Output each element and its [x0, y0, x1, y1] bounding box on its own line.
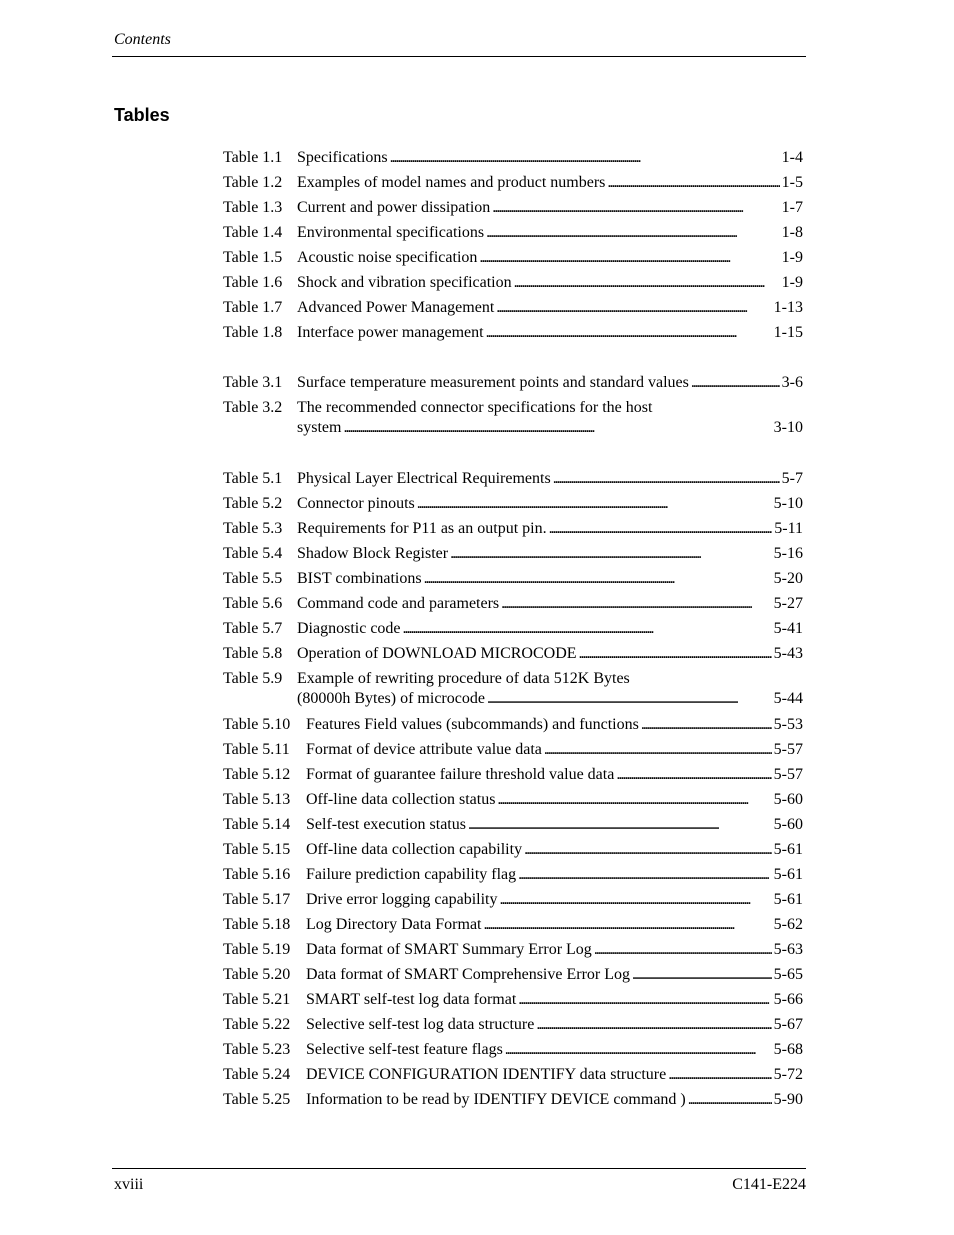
dot-leader — [497, 790, 771, 810]
table-title: Requirements for P11 as an output pin. — [297, 520, 547, 537]
table-number: Table 5.16 — [223, 866, 291, 883]
page-ref: 5-7 — [781, 470, 803, 487]
entry-line — [223, 148, 803, 168]
page-ref: 5-43 — [773, 645, 803, 662]
table-number: Table 1.3 — [223, 199, 283, 216]
table-title: Shadow Block Register — [297, 545, 449, 562]
dot-leader — [500, 890, 772, 910]
entry-line — [223, 1040, 803, 1060]
table-entry[interactable] — [223, 840, 803, 860]
page-ref: 5-60 — [773, 791, 803, 808]
dot-leader — [632, 965, 772, 985]
table-entry[interactable] — [223, 569, 803, 589]
table-number: Table 5.18 — [223, 916, 291, 933]
table-entry[interactable] — [223, 544, 803, 564]
table-number: Table 5.7 — [223, 620, 283, 637]
table-entry[interactable] — [223, 273, 803, 293]
dot-leader — [514, 273, 780, 293]
table-number: Table 5.3 — [223, 520, 283, 537]
dot-leader — [501, 594, 772, 614]
page-ref: 1-5 — [781, 174, 803, 191]
page-ref: 5-72 — [773, 1066, 803, 1083]
table-entry[interactable] — [223, 669, 803, 709]
table-number: Table 5.4 — [223, 545, 283, 562]
table-title: Advanced Power Management — [297, 299, 495, 316]
table-title: Acoustic noise specification — [297, 249, 478, 266]
table-entry[interactable] — [223, 790, 803, 810]
entry-line — [223, 469, 803, 489]
table-title: Drive error logging capability — [306, 891, 498, 908]
table-entry[interactable] — [223, 1040, 803, 1060]
table-entry[interactable] — [223, 323, 803, 343]
table-title: Log Directory Data Format — [306, 916, 482, 933]
table-title: Current and power dissipation — [297, 199, 491, 216]
document-code: C141-E224 — [732, 1176, 806, 1193]
entry-line — [223, 790, 803, 810]
table-title: BIST combinations — [297, 570, 422, 587]
table-title: Physical Layer Electrical Requirements — [297, 470, 551, 487]
dot-leader — [549, 519, 773, 539]
table-entry[interactable] — [223, 398, 803, 438]
table-title: Connector pinouts — [297, 495, 415, 512]
page-ref: 5-90 — [773, 1091, 803, 1108]
dot-leader — [424, 569, 772, 589]
page-ref: 1-9 — [781, 249, 803, 266]
table-title: Off-line data collection capability — [306, 841, 523, 858]
dot-leader — [450, 544, 772, 564]
table-number: Table 1.6 — [223, 274, 283, 291]
dot-leader — [518, 865, 772, 885]
dot-leader — [468, 815, 772, 835]
table-entry[interactable] — [223, 865, 803, 885]
table-entry[interactable] — [223, 148, 803, 168]
dot-leader — [484, 915, 772, 935]
table-number: Table 1.5 — [223, 249, 283, 266]
entry-line — [223, 890, 803, 910]
table-entry[interactable] — [223, 1015, 803, 1035]
entry-line — [223, 1090, 803, 1110]
table-title: Operation of DOWNLOAD MICROCODE — [297, 645, 577, 662]
entry-line — [223, 398, 803, 418]
dot-leader — [691, 373, 780, 393]
table-number: Table 1.7 — [223, 299, 283, 316]
table-title: Format of device attribute value data — [306, 741, 542, 758]
entry-line — [223, 494, 803, 514]
dot-leader — [553, 469, 780, 489]
table-entry[interactable] — [223, 815, 803, 835]
dot-leader — [479, 248, 779, 268]
dot-leader — [505, 1040, 772, 1060]
table-title: Off-line data collection status — [306, 791, 496, 808]
dot-leader — [544, 740, 772, 760]
entry-line — [223, 1015, 803, 1035]
table-title: Interface power management — [297, 324, 484, 341]
entry-line — [223, 198, 803, 218]
page-ref: 1-7 — [781, 199, 803, 216]
table-title: Selective self-test feature flags — [306, 1041, 503, 1058]
table-number: Table 5.23 — [223, 1041, 291, 1058]
entry-line — [223, 323, 803, 343]
table-title: Data format of SMART Summary Error Log — [306, 941, 592, 958]
entry-line — [223, 815, 803, 835]
entry-line — [223, 840, 803, 860]
table-title: Selective self-test log data structure — [306, 1016, 535, 1033]
table-number: Table 5.5 — [223, 570, 283, 587]
page-ref: 1-13 — [773, 299, 803, 316]
table-title: Diagnostic code — [297, 620, 401, 637]
page-ref: 5-27 — [773, 595, 803, 612]
entry-line — [223, 715, 803, 735]
table-entry[interactable] — [223, 915, 803, 935]
table-entry[interactable] — [223, 594, 803, 614]
entry-continuation-line — [223, 689, 803, 709]
dot-leader — [524, 840, 772, 860]
table-entry[interactable] — [223, 248, 803, 268]
table-title: Self-test execution status — [306, 816, 466, 833]
entry-line — [223, 544, 803, 564]
entry-line — [223, 965, 803, 985]
table-number: Table 5.13 — [223, 791, 291, 808]
entry-line — [223, 519, 803, 539]
table-number: Table 1.1 — [223, 149, 283, 166]
page-ref: 1-8 — [781, 224, 803, 241]
table-entry[interactable] — [223, 965, 803, 985]
running-header: Contents — [114, 31, 171, 48]
dot-leader — [390, 148, 780, 168]
table-title-continued: system — [297, 419, 342, 436]
table-number: Table 5.10 — [223, 716, 291, 733]
dot-leader — [668, 1065, 771, 1085]
page-ref: 5-65 — [773, 966, 803, 983]
table-entry[interactable] — [223, 740, 803, 760]
table-entry[interactable] — [223, 298, 803, 318]
table-number: Table 5.19 — [223, 941, 291, 958]
page-ref: 5-67 — [773, 1016, 803, 1033]
table-entry[interactable] — [223, 223, 803, 243]
entry-line — [223, 940, 803, 960]
page-ref: 5-66 — [773, 991, 803, 1008]
table-title: Data format of SMART Comprehensive Error Log — [306, 966, 631, 983]
entry-line — [223, 1065, 803, 1085]
entry-line — [223, 173, 803, 193]
section-title: Tables — [114, 105, 170, 125]
table-number: Table 5.21 — [223, 991, 291, 1008]
page-ref: 5-41 — [773, 620, 803, 637]
table-number: Table 5.8 — [223, 645, 283, 662]
table-title: Information to be read by IDENTIFY DEVICE command ) — [306, 1091, 686, 1108]
table-number: Table 5.25 — [223, 1091, 291, 1108]
table-entry[interactable] — [223, 715, 803, 735]
page-ref: 5-60 — [773, 816, 803, 833]
entry-line — [223, 373, 803, 393]
page-number: xviii — [114, 1176, 144, 1193]
table-entry[interactable] — [223, 940, 803, 960]
entry-line — [223, 619, 803, 639]
page-ref: 5-20 — [773, 570, 803, 587]
page-ref: 5-44 — [773, 690, 803, 707]
table-number: Table 1.4 — [223, 224, 283, 241]
table-title: SMART self-test log data format — [306, 991, 517, 1008]
page-ref: 5-62 — [773, 916, 803, 933]
table-entry[interactable] — [223, 619, 803, 639]
dot-leader — [417, 494, 772, 514]
table-title-continued: (80000h Bytes) of microcode — [297, 690, 485, 707]
table-title: Failure prediction capability flag — [306, 866, 517, 883]
table-title: The recommended connector specifications for the host — [297, 399, 653, 416]
page-ref: 1-9 — [781, 274, 803, 291]
table-number: Table 3.1 — [223, 374, 283, 391]
page-ref: 5-10 — [773, 495, 803, 512]
entry-line — [223, 915, 803, 935]
entry-line — [223, 644, 803, 664]
table-number: Table 5.14 — [223, 816, 291, 833]
dot-leader — [518, 990, 771, 1010]
dot-leader — [487, 689, 772, 709]
dot-leader — [688, 1090, 772, 1110]
table-number: Table 5.9 — [223, 670, 283, 687]
page-ref: 5-57 — [773, 741, 803, 758]
dot-leader — [607, 173, 779, 193]
page-ref: 5-61 — [773, 866, 803, 883]
table-title: Surface temperature measurement points and standard values — [297, 374, 689, 391]
page-ref: 5-11 — [774, 520, 803, 537]
table-number: Table 5.22 — [223, 1016, 291, 1033]
table-title: Specifications — [297, 149, 388, 166]
table-entry[interactable] — [223, 1065, 803, 1085]
footer-rule — [112, 1168, 806, 1169]
entry-line — [223, 223, 803, 243]
page-ref: 5-61 — [773, 841, 803, 858]
table-entry[interactable] — [223, 644, 803, 664]
dot-leader — [492, 198, 779, 218]
entry-line — [223, 248, 803, 268]
table-number: Table 3.2 — [223, 399, 283, 416]
page-ref: 5-61 — [773, 891, 803, 908]
dot-leader — [641, 715, 772, 735]
dot-leader — [536, 1015, 771, 1035]
page-ref: 5-68 — [773, 1041, 803, 1058]
table-entry[interactable] — [223, 519, 803, 539]
table-number: Table 5.15 — [223, 841, 291, 858]
table-title: Example of rewriting procedure of data 512K Bytes — [297, 670, 630, 687]
page-ref: 1-15 — [773, 324, 803, 341]
table-number: Table 5.24 — [223, 1066, 291, 1083]
table-number: Table 5.12 — [223, 766, 291, 783]
entry-line — [223, 569, 803, 589]
dot-leader — [343, 418, 771, 438]
table-entry[interactable] — [223, 890, 803, 910]
table-title: Examples of model names and product numbers — [297, 174, 606, 191]
table-number: Table 1.2 — [223, 174, 283, 191]
table-entry[interactable] — [223, 469, 803, 489]
entry-line — [223, 594, 803, 614]
entry-line — [223, 669, 803, 689]
dot-leader — [594, 940, 772, 960]
table-number: Table 1.8 — [223, 324, 283, 341]
table-title: Command code and parameters — [297, 595, 500, 612]
page-ref: 1-4 — [781, 149, 803, 166]
table-title: Environmental specifications — [297, 224, 485, 241]
table-entry[interactable] — [223, 373, 803, 393]
table-entry[interactable] — [223, 990, 803, 1010]
page-ref: 3-10 — [773, 419, 803, 436]
table-entry[interactable] — [223, 765, 803, 785]
table-number: Table 5.20 — [223, 966, 291, 983]
page-ref: 5-16 — [773, 545, 803, 562]
dot-leader — [486, 223, 780, 243]
entry-line — [223, 765, 803, 785]
page-ref: 3-6 — [781, 374, 803, 391]
table-entry[interactable] — [223, 494, 803, 514]
dot-leader — [579, 644, 772, 664]
page-ref: 5-63 — [773, 941, 803, 958]
page-ref: 5-57 — [773, 766, 803, 783]
entry-continuation-line — [223, 418, 803, 438]
dot-leader — [486, 323, 772, 343]
table-number: Table 5.2 — [223, 495, 283, 512]
entry-line — [223, 273, 803, 293]
entry-line — [223, 298, 803, 318]
table-number: Table 5.6 — [223, 595, 283, 612]
table-title: Shock and vibration specification — [297, 274, 512, 291]
table-title: Format of guarantee failure threshold value data — [306, 766, 615, 783]
table-title: DEVICE CONFIGURATION IDENTIFY data structure — [306, 1066, 667, 1083]
dot-leader — [616, 765, 771, 785]
dot-leader — [496, 298, 771, 318]
table-entry[interactable] — [223, 173, 803, 193]
table-entry[interactable] — [223, 1090, 803, 1110]
entry-line — [223, 865, 803, 885]
table-number: Table 5.1 — [223, 470, 283, 487]
dot-leader — [403, 619, 772, 639]
table-number: Table 5.11 — [223, 741, 290, 758]
header-rule — [112, 56, 806, 57]
page-ref: 5-53 — [773, 716, 803, 733]
entry-line — [223, 990, 803, 1010]
table-entry[interactable] — [223, 198, 803, 218]
entry-line — [223, 740, 803, 760]
table-number: Table 5.17 — [223, 891, 291, 908]
table-title: Features Field values (subcommands) and functions — [306, 716, 639, 733]
